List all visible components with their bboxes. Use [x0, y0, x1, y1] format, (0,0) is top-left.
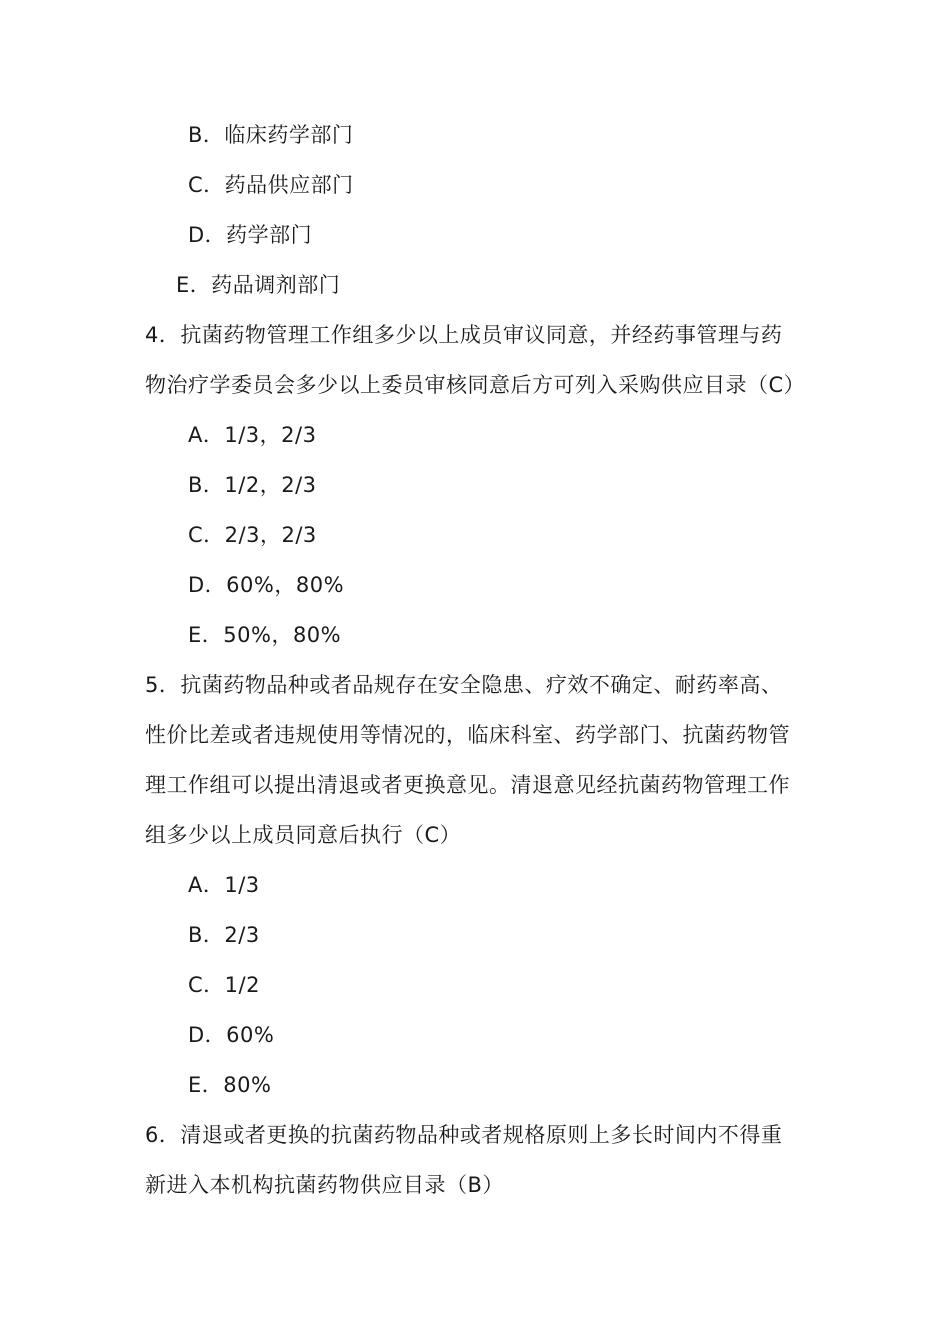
option-c: C．1/2 — [188, 973, 260, 997]
option-c: C．药品供应部门 — [188, 173, 354, 197]
question-4-line-2: 物治疗学委员会多少以上委员审核同意后方可列入采购供应目录（C） — [145, 373, 806, 397]
option-e: E．80% — [188, 1073, 272, 1097]
option-b: B．2/3 — [188, 923, 260, 947]
question-4-line-1: 4．抗菌药物管理工作组多少以上成员审议同意，并经药事管理与药 — [145, 323, 783, 347]
question-5-line-3: 理工作组可以提出清退或者更换意见。清退意见经抗菌药物管理工作 — [145, 773, 790, 797]
option-a: A．1/3，2/3 — [188, 423, 317, 447]
option-e: E．药品调剂部门 — [176, 273, 341, 297]
question-5-line-4: 组多少以上成员同意后执行（C） — [145, 823, 462, 847]
option-b: B．1/2，2/3 — [188, 473, 317, 497]
option-a: A．1/3 — [188, 873, 260, 897]
option-d: D．药学部门 — [188, 223, 313, 247]
option-e: E．50%，80% — [188, 623, 342, 647]
option-d: D．60% — [188, 1023, 275, 1047]
question-6-line-1: 6．清退或者更换的抗菌药物品种或者规格原则上多长时间内不得重 — [145, 1123, 783, 1147]
question-5-line-2: 性价比差或者违规使用等情况的，临床科室、药学部门、抗菌药物管 — [145, 723, 790, 747]
option-b: B．临床药学部门 — [188, 123, 354, 147]
option-d: D．60%，80% — [188, 573, 345, 597]
option-c: C．2/3，2/3 — [188, 523, 317, 547]
question-5-line-1: 5．抗菌药物品种或者品规存在安全隐患、疗效不确定、耐药率高、 — [145, 673, 783, 697]
question-6-line-2: 新进入本机构抗菌药物供应目录（B） — [145, 1173, 504, 1197]
